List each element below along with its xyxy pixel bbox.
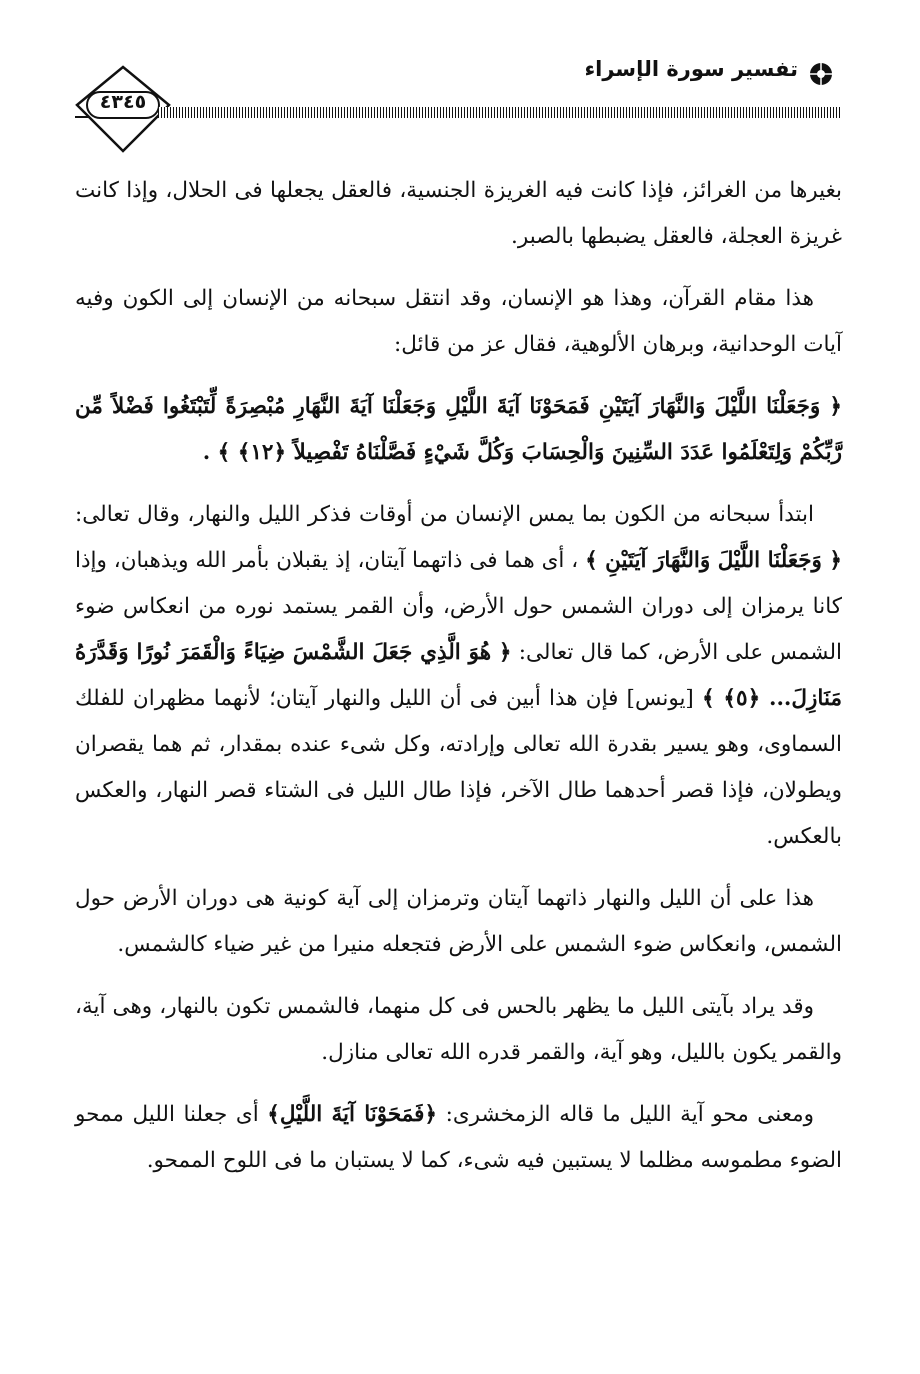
page-number: ٤٣٤٥ (99, 91, 147, 113)
paragraph-3 (75, 492, 842, 860)
paragraph-6 (75, 1092, 842, 1184)
paragraph-4: هذا على أن الليل والنهار ذاتهما آيتان وترمزان إلى آية كونية هى دوران الأرض حول الشمس، وانعكاس ضوء الشمس على الأرض فتجعله منيرا من غير ضياء كالشمس. (75, 886, 842, 957)
inline-verse-2: ﴿ هُوَ الَّذِي جَعَلَ الشَّمْسَ ضِيَاءً وَالْقَمَرَ نُورًا وَقَدَّرَهُ مَنَازِلَ... ﴿٥﴾ ﴾ (75, 640, 842, 711)
header-divider (158, 107, 840, 118)
flower-ornament-icon (808, 61, 834, 87)
paragraph-5: وقد يراد بآيتى الليل ما يظهر بالحس فى كل منهما، فالشمس تكون بالنهار، وهى آية، والقمر يكون بالليل، وهو آية، والقمر قدره الله تعالى منازل. (75, 994, 842, 1065)
quran-verse-block: ﴿ وَجَعَلْنَا اللَّيْلَ وَالنَّهَارَ آيَتَيْنِ فَمَحَوْنَا آيَةَ اللَّيْلِ وَجَعَلْنَا آيَةَ النَّهَارِ مُبْصِرَةً لِّتَبْتَغُوا فَضْلاً مِّن رَّبِّكُمْ وَلِتَعْلَمُوا عَدَدَ السِّنِينَ وَالْحِسَابَ وَكُلَّ شَيْءٍ فَصَّلْنَاهُ تَفْصِيلاً ﴿١٢﴾ ﴾ . (75, 394, 842, 465)
page-header (70, 55, 840, 155)
running-title: تفسير سورة الإسراء (584, 57, 798, 81)
inline-verse-1: ﴿ وَجَعَلْنَا اللَّيْلَ وَالنَّهَارَ آيَتَيْنِ ﴾ (585, 548, 842, 573)
paragraph-6-text-b: أى جعلنا الليل ممحو الضوء مطموسه مظلما لا يستبين فيه شىء، كما لا يستبان ما فى اللوح الممحو. (75, 1102, 842, 1173)
paragraph-2: هذا مقام القرآن، وهذا هو الإنسان، وقد انتقل سبحانه من الإنسان إلى الكون وفيه آيات الوحدانية، وبرهان الألوهية، فقال عز من قائل: (75, 286, 842, 357)
paragraph-3-text-b: ، أى هما فى ذاتهما آيتان، إذ يقبلان بأمر الله ويذهبان، وإذا كانا يرمزان إلى دوران الشمس حول الأرض، وأن القمر يستمد نوره من انعكاس ضوء الشمس على الأرض، كما قال تعالى: (75, 548, 843, 665)
paragraph-6-text-a: ومعنى محو آية الليل ما قاله الزمخشرى: (445, 1102, 814, 1127)
paragraph-1: بغيرها من الغرائز، فإذا كانت فيه الغريزة الجنسية، فالعقل يجعلها فى الحلال، وإذا كانت غريزة العجلة، فالعقل يضبطها بالصبر. (75, 178, 842, 249)
page-body (75, 168, 842, 1200)
paragraph-3-text-a: ابتدأ سبحانه من الكون بما يمس الإنسان من أوقات فذكر الليل والنهار، وقال تعالى: (75, 502, 814, 527)
inline-verse-3: ﴿فَمَحَوْنَا آيَةَ اللَّيْلِ﴾ (267, 1102, 438, 1127)
paragraph-3-text-c: [يونس] فإن هذا أبين فى أن الليل والنهار آيتان؛ لأنهما مظهران للفلك السماوى، وهو يسير بقدرة الله تعالى وإرادته، وكل شىء عنده بمقدار، ثم هما يقصران ويطولان، فإذا قصر أحدهما طال الآخر، فإذا طال الليل فى الشتاء قصر النهار، والعكس بالعكس. (75, 686, 842, 849)
